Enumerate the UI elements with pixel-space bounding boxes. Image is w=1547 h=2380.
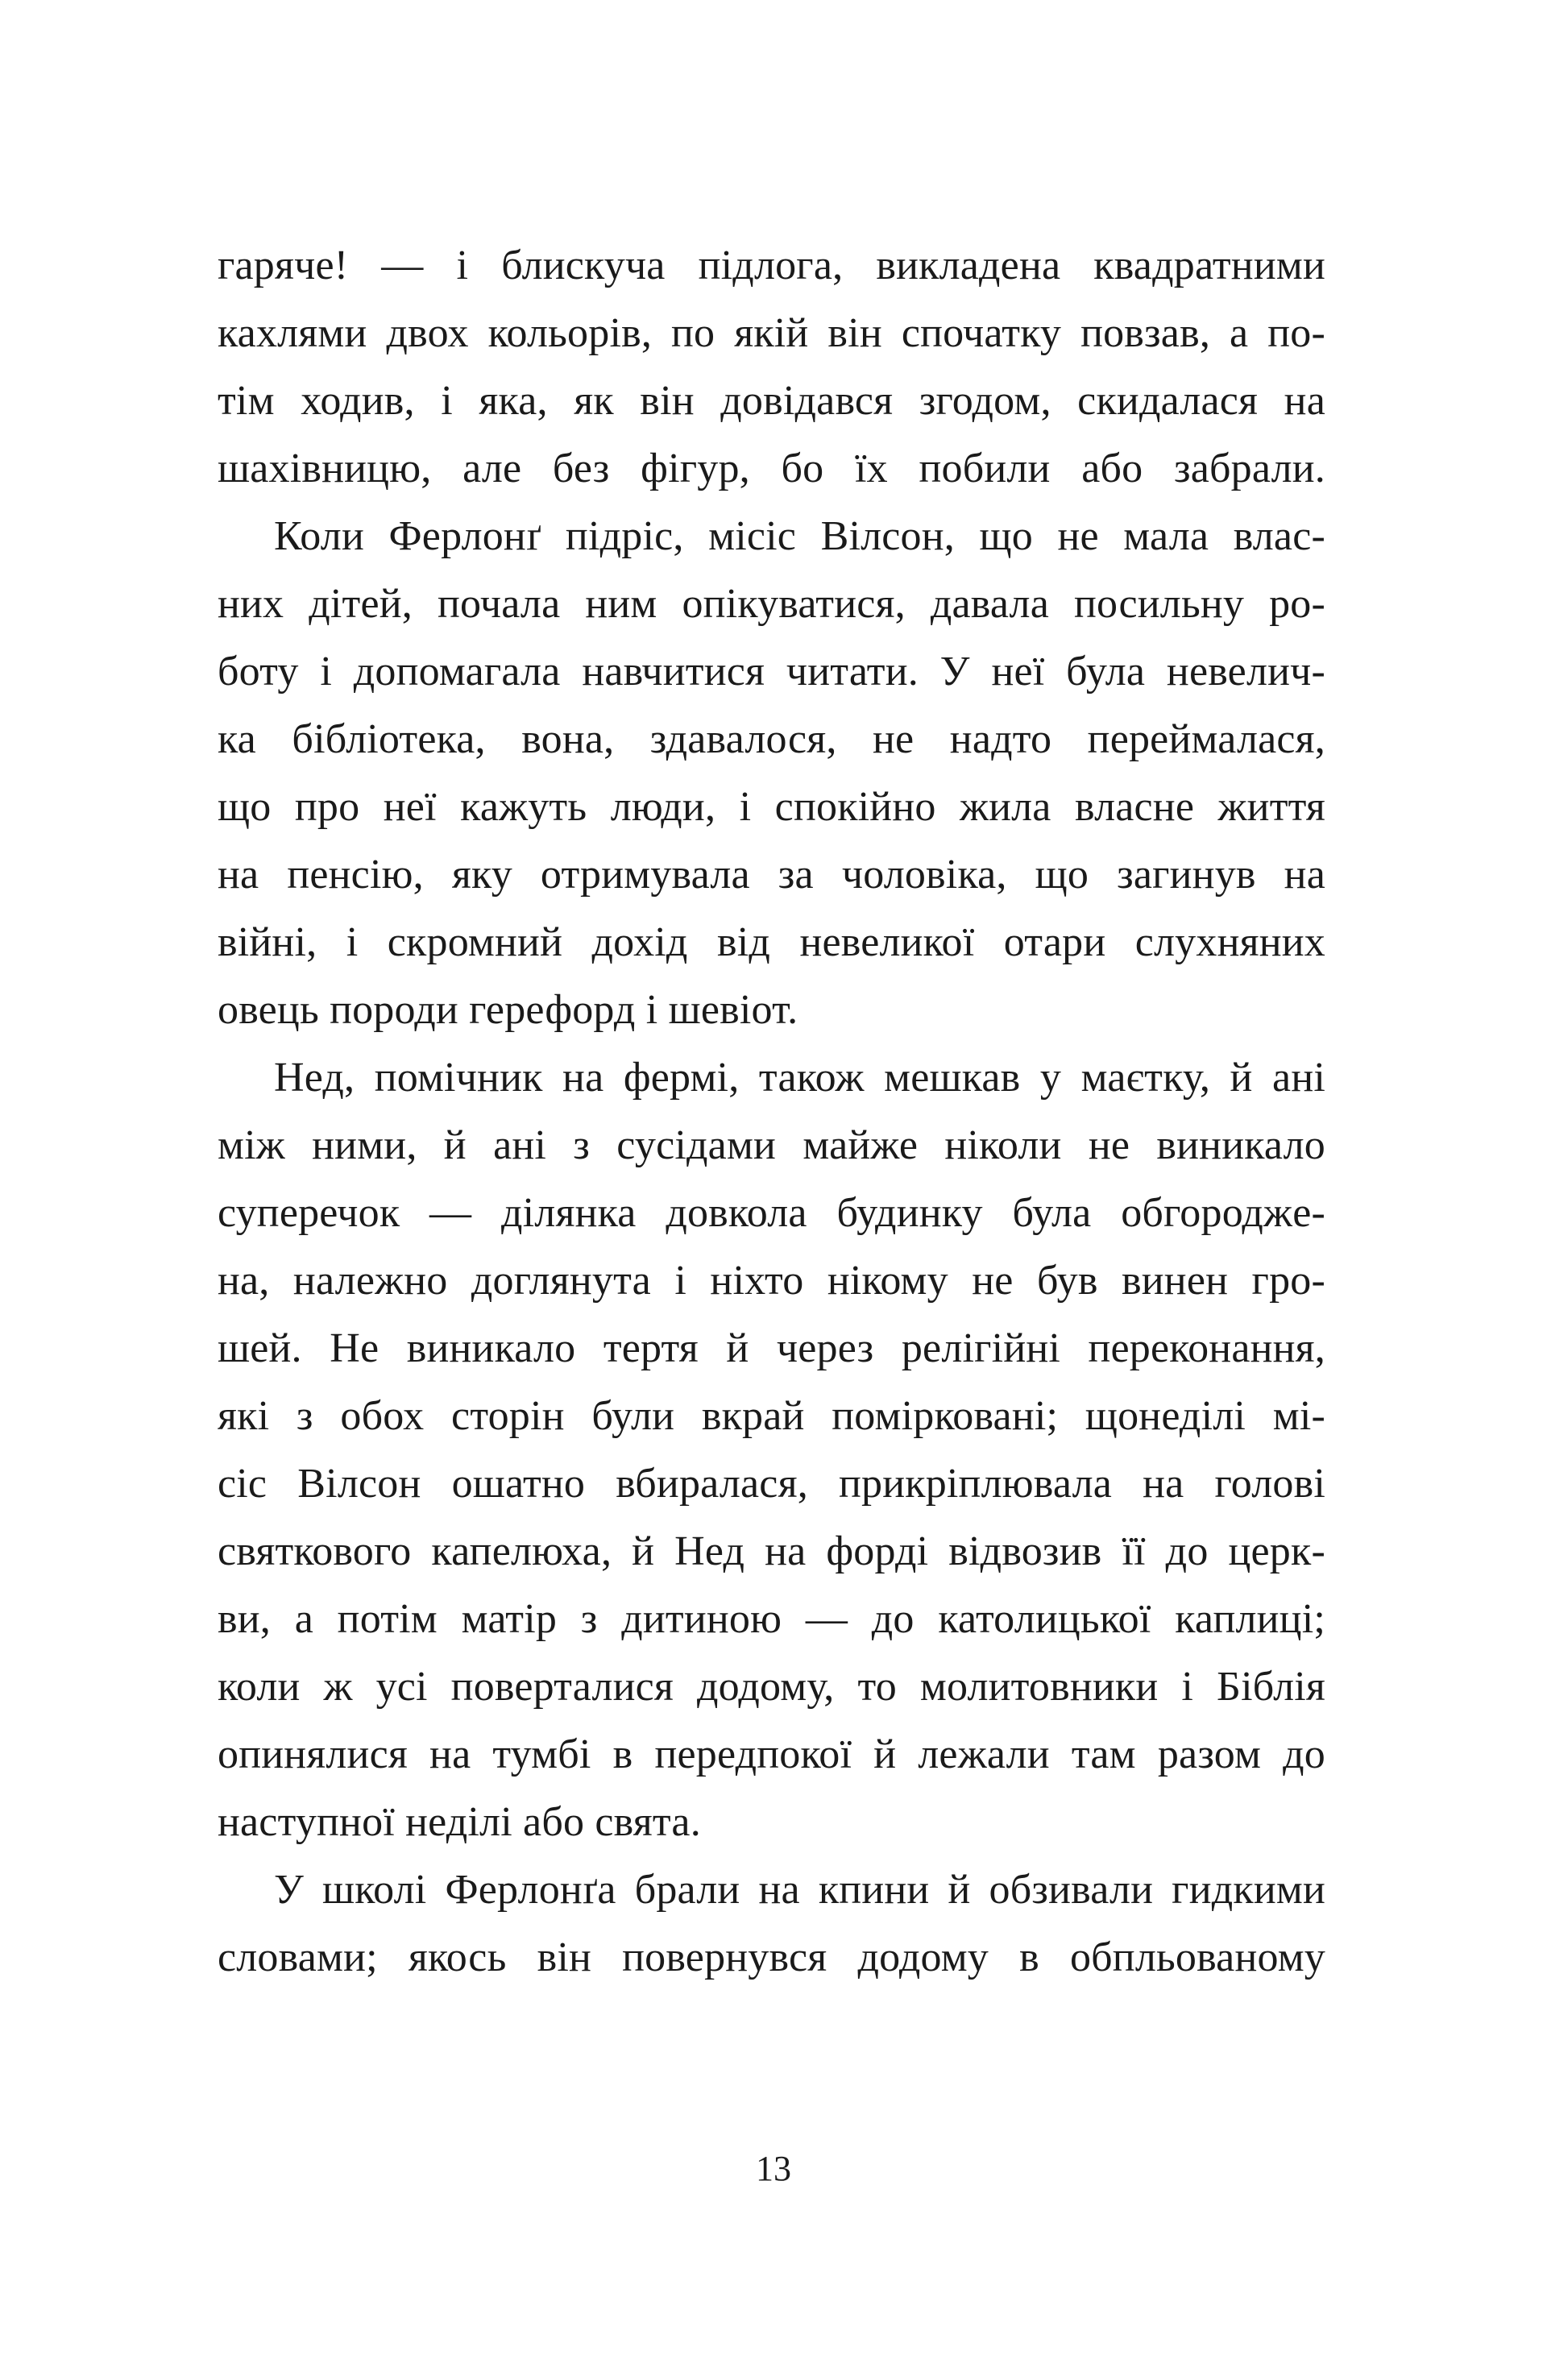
text-line: шахівницю, але без фігур, бо їх побили або забрали. (218, 446, 1325, 491)
text-line: гаряче! — і блискуча підлога, викладена квадратними (218, 243, 1325, 288)
text-line: ка бібліотека, вона, здавалося, не надто переймалася, (218, 716, 1325, 762)
text-line: які з обох сторін були вкрай помірковані; щонеділі мі- (218, 1393, 1325, 1439)
text-line: на пенсію, яку отримувала за чоловіка, що загинув на (218, 852, 1325, 898)
text-line: кахлями двох кольорів, по якій він спочатку повзав, а по- (218, 310, 1325, 356)
text-line: сіс Вілсон ошатно вбиралася, прикріплювала на голові (218, 1461, 1325, 1507)
text-line: Коли Ферлонґ підріс, місіс Вілсон, що не мала влас- (274, 513, 1325, 559)
text-line: між ними, й ані з сусідами майже ніколи не виникало (218, 1122, 1325, 1168)
text-line: що про неї кажуть люди, і спокійно жила власне життя (218, 784, 1325, 830)
text-line: війні, і скромний дохід від невеликої отари слухняних (218, 919, 1325, 965)
text-line: суперечок — ділянка довкола будинку була обгороджe- (218, 1190, 1325, 1236)
text-line: Нед, помічник на фермі, також мешкав у маєтку, й ані (274, 1055, 1325, 1101)
text-line: опинялися на тумбі в передпокої й лежали там разом до (218, 1731, 1325, 1777)
text-line: на, належно доглянута і ніхто нікому не був винен гро- (218, 1258, 1325, 1304)
text-line: святкового капелюха, й Нед на форді відвозив її до церк- (218, 1528, 1325, 1574)
text-line: них дітей, почала ним опікуватися, давала посильну ро- (218, 581, 1325, 627)
text-line: словами; якось він повернувся додому в обпльованому (218, 1934, 1325, 1980)
page-number: 13 (756, 2149, 791, 2188)
text-line: боту і допомагала навчитися читати. У неї була невелич- (218, 649, 1325, 695)
text-line: У школі Ферлонґа брали на кпини й обзивали гидкими (274, 1867, 1325, 1913)
text-line: тім ходив, і яка, як він довідався згодом, скидалася на (218, 378, 1325, 424)
text-line: ви, а потім матір з дитиною — до католицької каплиці; (218, 1596, 1325, 1642)
text-line: наступної неділі або свята. (218, 1799, 701, 1845)
text-line: шей. Не виникало тертя й через релігійні переконання, (218, 1325, 1325, 1371)
text-line: овець породи герефорд і шевіот. (218, 987, 798, 1033)
text-line: коли ж усі поверталися додому, то молитовники і Біблія (218, 1664, 1325, 1710)
